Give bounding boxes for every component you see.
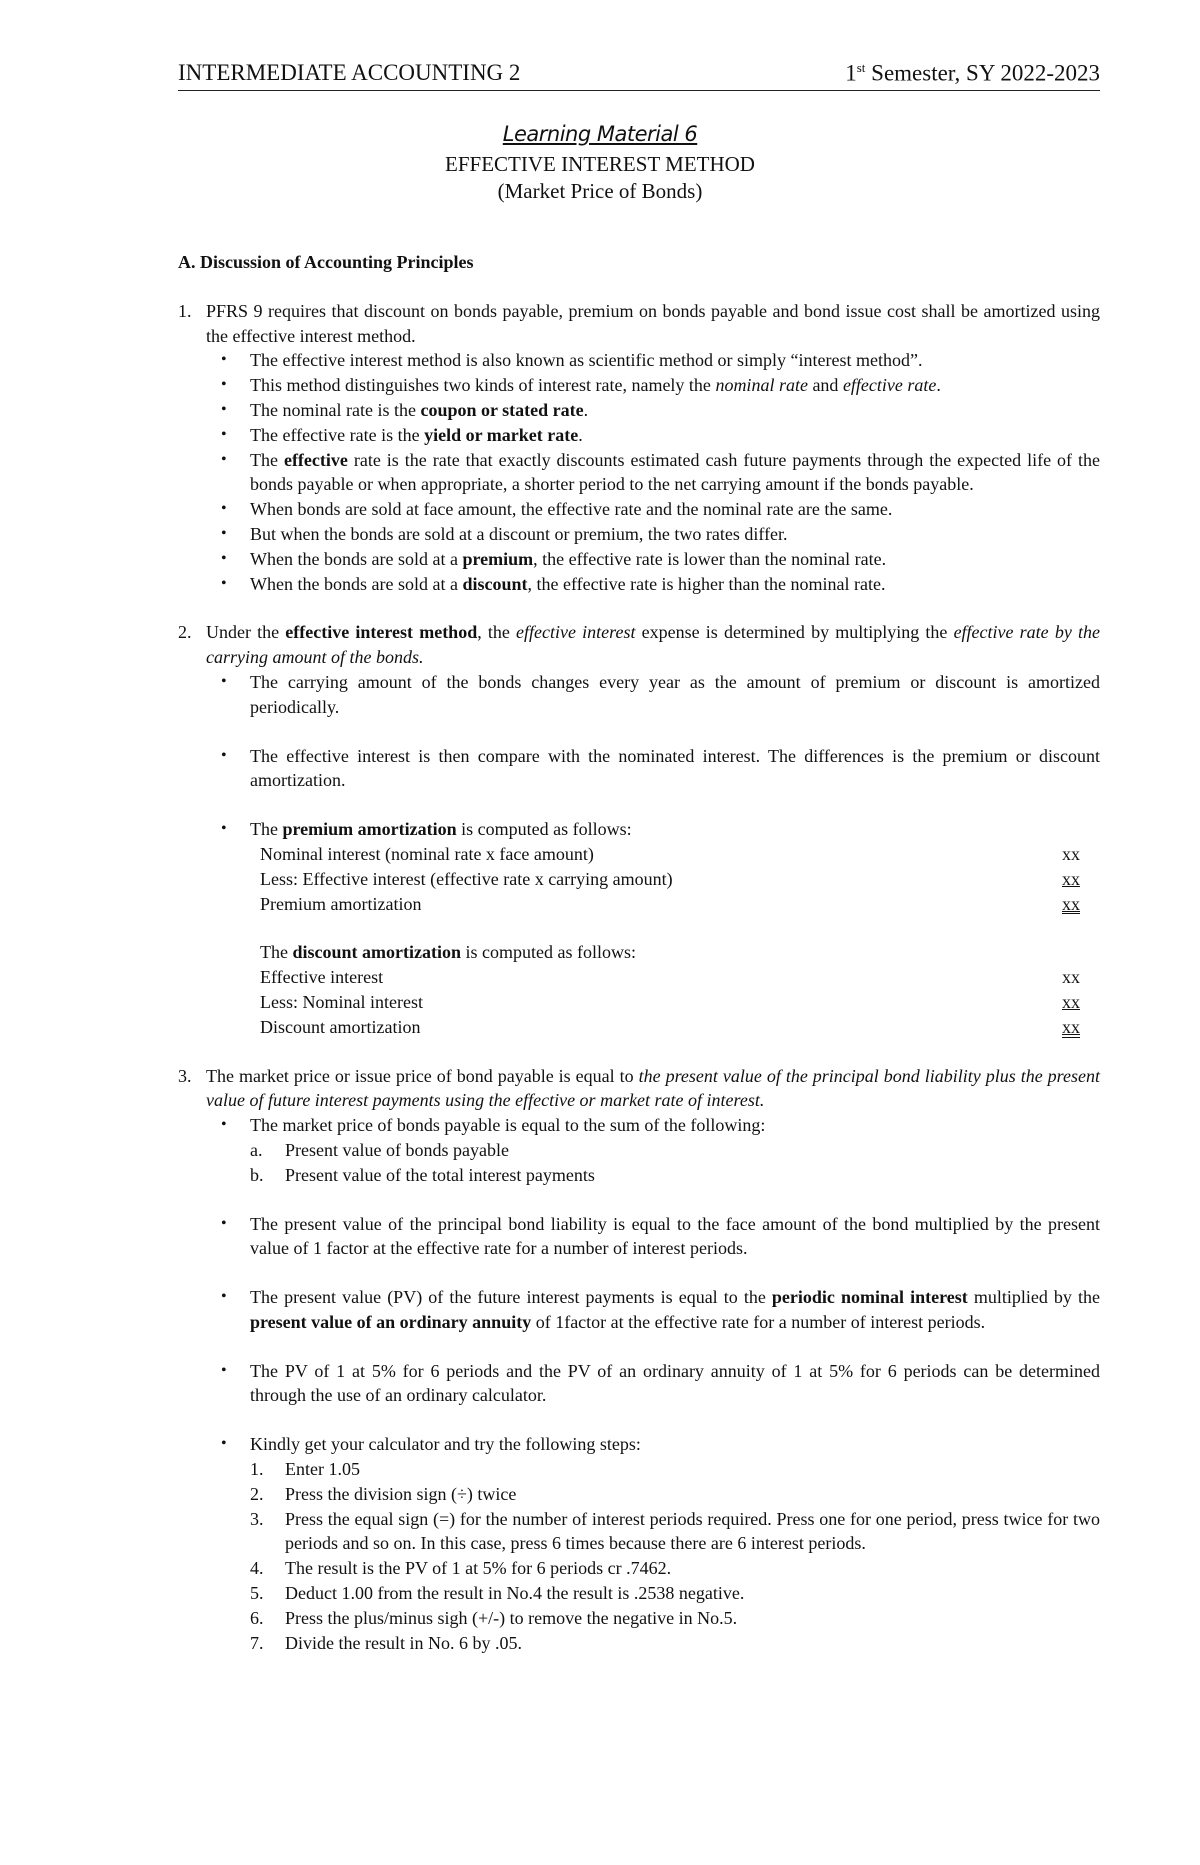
page-header (178, 60, 1100, 91)
bullet-list-3d (178, 1359, 1100, 1409)
section-heading: A. Discussion of Accounting Principles (178, 252, 474, 272)
step-item: 4. The result is the PV of 1 at 5% for 6 periods cr .7462. (250, 1558, 672, 1579)
step-item: 1. Enter 1.05 (250, 1459, 360, 1480)
course-title: INTERMEDIATE ACCOUNTING 2 (178, 60, 521, 85)
step-item: 7. Divide the result in No. 6 by .05. (250, 1632, 522, 1653)
bullet-list-3 (178, 1113, 1100, 1138)
numbered-item-1: 1. PFRS 9 requires that discount on bonds payable, premium on bonds payable and bond issue cost shall be amortized using the effective interest method. (178, 300, 1100, 346)
computation-row: Less: Effective interest (effective rate x carrying amount) xx (260, 868, 1080, 889)
discount-computation (178, 965, 1100, 1039)
list-item: • The nominal rate is the coupon or stated rate. (178, 398, 1100, 423)
numbered-item-3: 3. The market price or issue price of bond payable is equal to the present value of the principal bond liability plus the present value of future interest payments using the effective or market rate of interest. (178, 1065, 1100, 1111)
list-item: • The effective rate is the yield or market rate. (178, 423, 1100, 448)
list-item: • This method distinguishes two kinds of interest rate, namely the nominal rate and effective rate. (178, 373, 1100, 398)
sub-item: b. Present value of the total interest payments (250, 1164, 595, 1185)
list-item: • The effective rate is the rate that exactly discounts estimated cash future payments through the expected life of the bonds payable or when appropriate, a shorter period to the net carrying amount if the bonds payable. (178, 448, 1100, 498)
computation-row: Effective interest xx (260, 967, 1080, 988)
list-item: • The PV of 1 at 5% for 6 periods and the PV of an ordinary annuity of 1 at 5% for 6 periods can be determined through the use of an ordinary calculator. (178, 1359, 1100, 1409)
learning-material-title: Learning Material 6 (502, 122, 698, 146)
list-item: • When the bonds are sold at a discount, the effective rate is higher than the nominal rate. (178, 572, 1100, 597)
list-item: • When bonds are sold at face amount, the effective rate and the nominal rate are the same. (178, 497, 1100, 522)
bullet-list-1 (178, 348, 1100, 596)
step-item: 3. Press the equal sign (=) for the number of interest periods required. Press one for one period, press twice for two periods and so on. In this case, press 6 times because there are 6 interest periods. (250, 1508, 1100, 1554)
computation-row: Nominal interest (nominal rate x face amount) xx (260, 843, 1080, 864)
computation-row: Less: Nominal interest xx (260, 991, 1080, 1012)
bullet-list-2 (178, 670, 1100, 720)
page-subtitle: (Market Price of Bonds) (497, 179, 703, 203)
step-item: 2. Press the division sign (÷) twice (250, 1483, 517, 1504)
calculator-steps (178, 1457, 1100, 1655)
list-item: • Kindly get your calculator and try the following steps: (178, 1432, 1100, 1457)
bullet-list-3b (178, 1212, 1100, 1262)
list-item: • The carrying amount of the bonds changes every year as the amount of premium or discount is amortized periodically. (178, 670, 1100, 720)
step-item: 6. Press the plus/minus sigh (+/-) to remove the negative in No.5. (250, 1607, 738, 1628)
page-title: EFFECTIVE INTEREST METHOD (445, 152, 755, 176)
bullet-list-2c (178, 817, 1100, 842)
document-body (178, 250, 1100, 1655)
sub-item: a. Present value of bonds payable (250, 1139, 509, 1160)
bullet-list-3e (178, 1432, 1100, 1457)
list-item: • But when the bonds are sold at a discount or premium, the two rates differ. (178, 522, 1100, 547)
bullet-list-3c (178, 1285, 1100, 1335)
list-item: • The effective interest method is also known as scientific method or simply “interest method”. (178, 348, 1100, 373)
bullet-list-2b (178, 744, 1100, 794)
list-item: • The market price of bonds payable is equal to the sum of the following: (178, 1113, 1100, 1138)
premium-computation (178, 842, 1100, 916)
step-item: 5. Deduct 1.00 from the result in No.4 the result is .2538 negative. (250, 1583, 745, 1604)
discount-heading: The discount amortization is computed as follows: (260, 942, 636, 963)
computation-row: Discount amortization xx (260, 1016, 1080, 1037)
computation-row: Premium amortization xx (260, 893, 1080, 914)
numbered-item-2: 2. Under the effective interest method, the effective interest expense is determined by multiplying the effective rate by the carrying amount of the bonds. (178, 622, 1100, 668)
title-block (0, 122, 1200, 204)
list-item: • The effective interest is then compare with the nominated interest. The differences is the premium or discount amortization. (178, 744, 1100, 794)
semester-label: 1st Semester, SY 2022-2023 (845, 60, 1100, 86)
list-item: • The present value (PV) of the future interest payments is equal to the periodic nominal interest multiplied by the present value of an ordinary annuity of 1factor at the effective rate for a number of interest periods. (178, 1285, 1100, 1335)
list-item: • The premium amortization is computed as follows: (178, 817, 1100, 842)
list-item: • The present value of the principal bond liability is equal to the face amount of the bond multiplied by the present value of 1 factor at the effective rate for a number of interest periods. (178, 1212, 1100, 1262)
list-item: • When the bonds are sold at a premium, the effective rate is lower than the nominal rate. (178, 547, 1100, 572)
